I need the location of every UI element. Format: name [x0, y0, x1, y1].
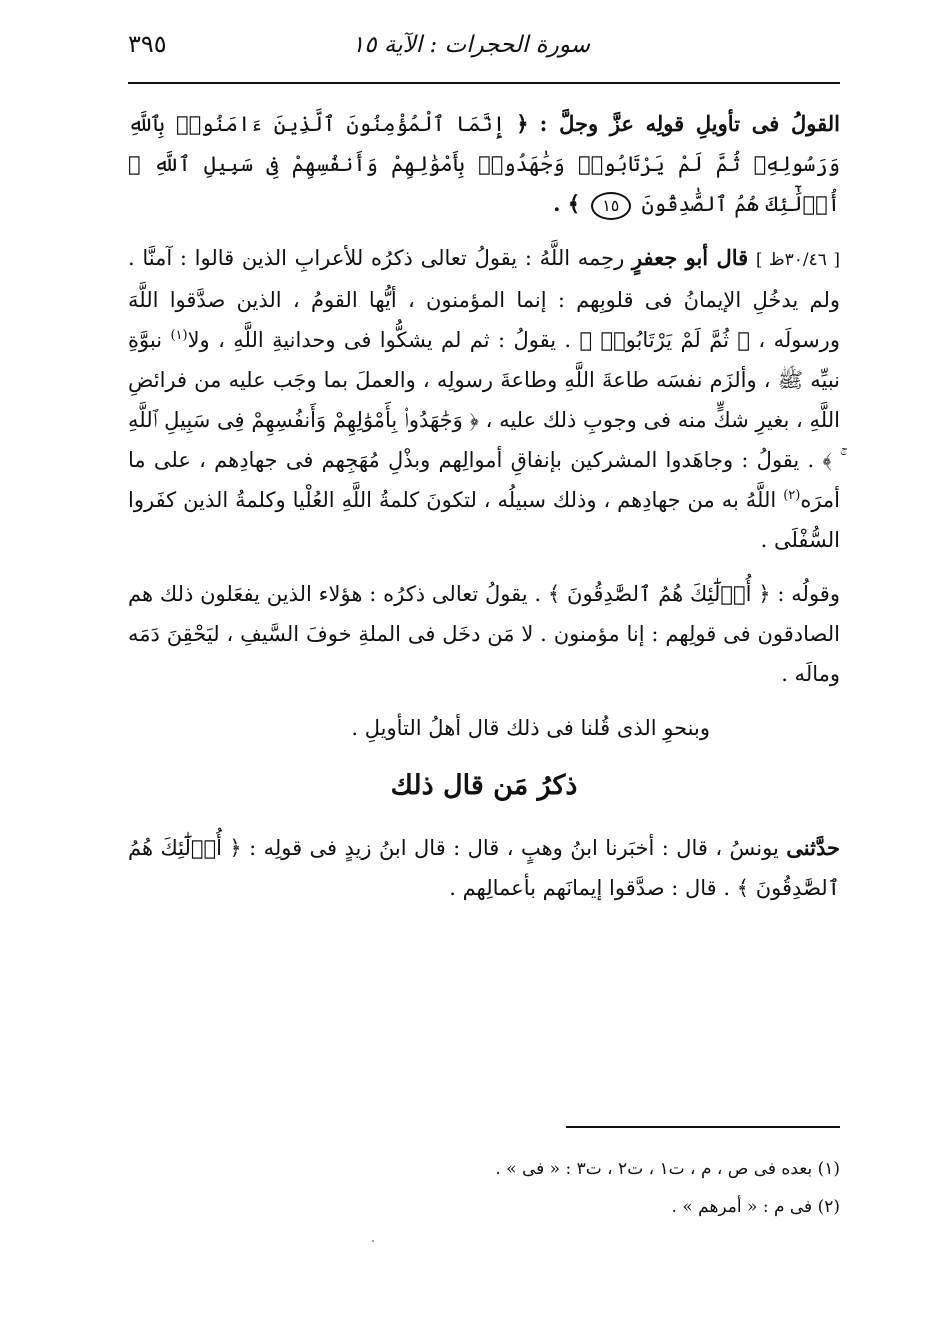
header-rule — [128, 82, 840, 84]
quran-verse: إِنَّمَا ٱلْمُؤْمِنُونَ ٱلَّذِينَ ءَامَنُوا۟ بِٱللَّهِ وَرَسُولِهِۦ ثُمَّ لَمْ يَرْتَابُوا۟ وَجَٰهَدُوا۟ بِأَمْوَٰلِهِمْ وَأَنفُسِهِمْ فِى سَبِيلِ ٱللَّهِ ۚ أُو۟لَٰٓئِكَ هُمُ ٱلصَّٰدِقُونَ — [128, 112, 840, 216]
footnotes — [128, 1150, 840, 1226]
commentary-text: وبنحوِ الذى قُلنا فى ذلك قال أهلُ التأويلِ . — [351, 716, 710, 740]
commentary-text: وقولُه : — [777, 582, 840, 606]
narration-lead: حدَّثنى — [786, 835, 840, 860]
ayah-number-marker: ١٥ — [591, 192, 631, 220]
quran-quote: ﴿ وَجَٰهَدُوا۟ بِأَمْوَٰلِهِمْ وَأَنفُسِهِمْ فِى سَبِيلِ ٱللَّهِ ۚ ﴾ — [128, 408, 840, 472]
paragraph-verse-heading — [128, 104, 840, 224]
footnote-marker: (٢) — [783, 488, 801, 503]
quran-quote: ﴿ أُو۟لَٰٓئِكَ هُمُ ٱلصَّٰدِقُونَ ﴾ — [128, 836, 840, 900]
commentary-text: . يقولُ تعالى ذكرُه : هؤلاء الذين يفعَلون ذلك هم الصادقون فى قولِهم : إنا مؤمنون . لا مَن دخَل فى الملةِ خوفَ السَّيفِ ، ليَحْقِنَ دَمَه ومالَه . — [128, 582, 840, 686]
paragraph-transition — [128, 708, 840, 748]
quran-quote: ﴿ ثُمَّ لَمْ يَرْتَابُوا۟ ﴾ — [579, 328, 751, 352]
scan-speck — [372, 1240, 374, 1242]
paragraph-commentary — [128, 238, 840, 560]
narration-text: يونسُ ، قال : أخبَرنا ابنُ وهبٍ ، قال : قال ابنُ زيدٍ فى قولِه : — [249, 836, 779, 860]
footnote-marker: (١) — [170, 328, 188, 343]
narration-text: . قال : صدَّقوا إيمانَهم بأعمالِهم . — [449, 876, 731, 900]
manuscript-reference: [ ٣٠/٤٦ظ ] — [755, 250, 840, 270]
commentary-text: نبوَّةِ نبيِّه ﷺ ، وألزَم نفسَه طاعةَ اللَّهِ وطاعةَ رسولِه ، والعملَ بما وجَب عليه من فرائضِ اللَّهِ ، بغيرِ شكٍّ منه فى وجوبِ ذلك عليه ، — [128, 328, 840, 432]
section-heading: ذكرُ مَن قال ذلك — [390, 770, 578, 801]
footnote-2: (٢) فى م : « أمرهم » . — [671, 1197, 840, 1217]
commentary-text: . يقولُ : ثم لم يشكُّوا فى وحدانيةِ اللَّهِ ، ولا — [187, 328, 572, 352]
main-text — [128, 104, 840, 922]
commentary-text: اللَّهُ به من جهادِهم ، وذلك سبيلُه ، لتكونَ كلمةُ اللَّهِ العُلْيا وكلمةُ الذين كفَروا السُّفْلَى . — [128, 488, 840, 552]
footnote-rule — [566, 1126, 840, 1128]
running-title: سورة الحجرات : الآية ١٥ — [351, 32, 590, 58]
verse-open-bracket: ﴿ — [516, 111, 529, 136]
footnote-1: (١) بعده فى ص ، م ، ت١ ، ت٢ ، ت٣ : « فى » . — [495, 1159, 840, 1179]
paragraph-hadith — [128, 828, 840, 908]
commentary-text: . يقولُ : وجاهَدوا المشركين بإنفاقِ أموالِهم وبذْلِ مُهَجِهم فى جهادِهم ، على ما أمرَه — [128, 448, 841, 512]
quran-quote: ﴿ أُو۟لَٰٓئِكَ هُمُ ٱلصَّٰدِقُونَ ﴾ — [547, 582, 771, 606]
page-number: ٣٩٥ — [128, 30, 167, 58]
section-lead: القولُ فى تأويلِ قولِه عزَّ وجلَّ : — [539, 111, 840, 136]
narrator-lead: قال أبو جعفرٍ — [631, 245, 749, 270]
page-header — [128, 28, 840, 74]
paragraph-commentary — [128, 574, 840, 694]
verse-close-bracket: ﴾ . — [553, 191, 581, 216]
commentary-text: رحِمه اللَّهُ : يقولُ تعالى ذكرُه للأعرابِ الذين قالوا : آمنَّا . ولم يدخُلِ الإيمانُ فى قلوبِهم : إنما المؤمنون ، أيُّها القومُ ، الذين صدَّقوا اللَّهَ ورسولَه ، — [128, 246, 840, 352]
